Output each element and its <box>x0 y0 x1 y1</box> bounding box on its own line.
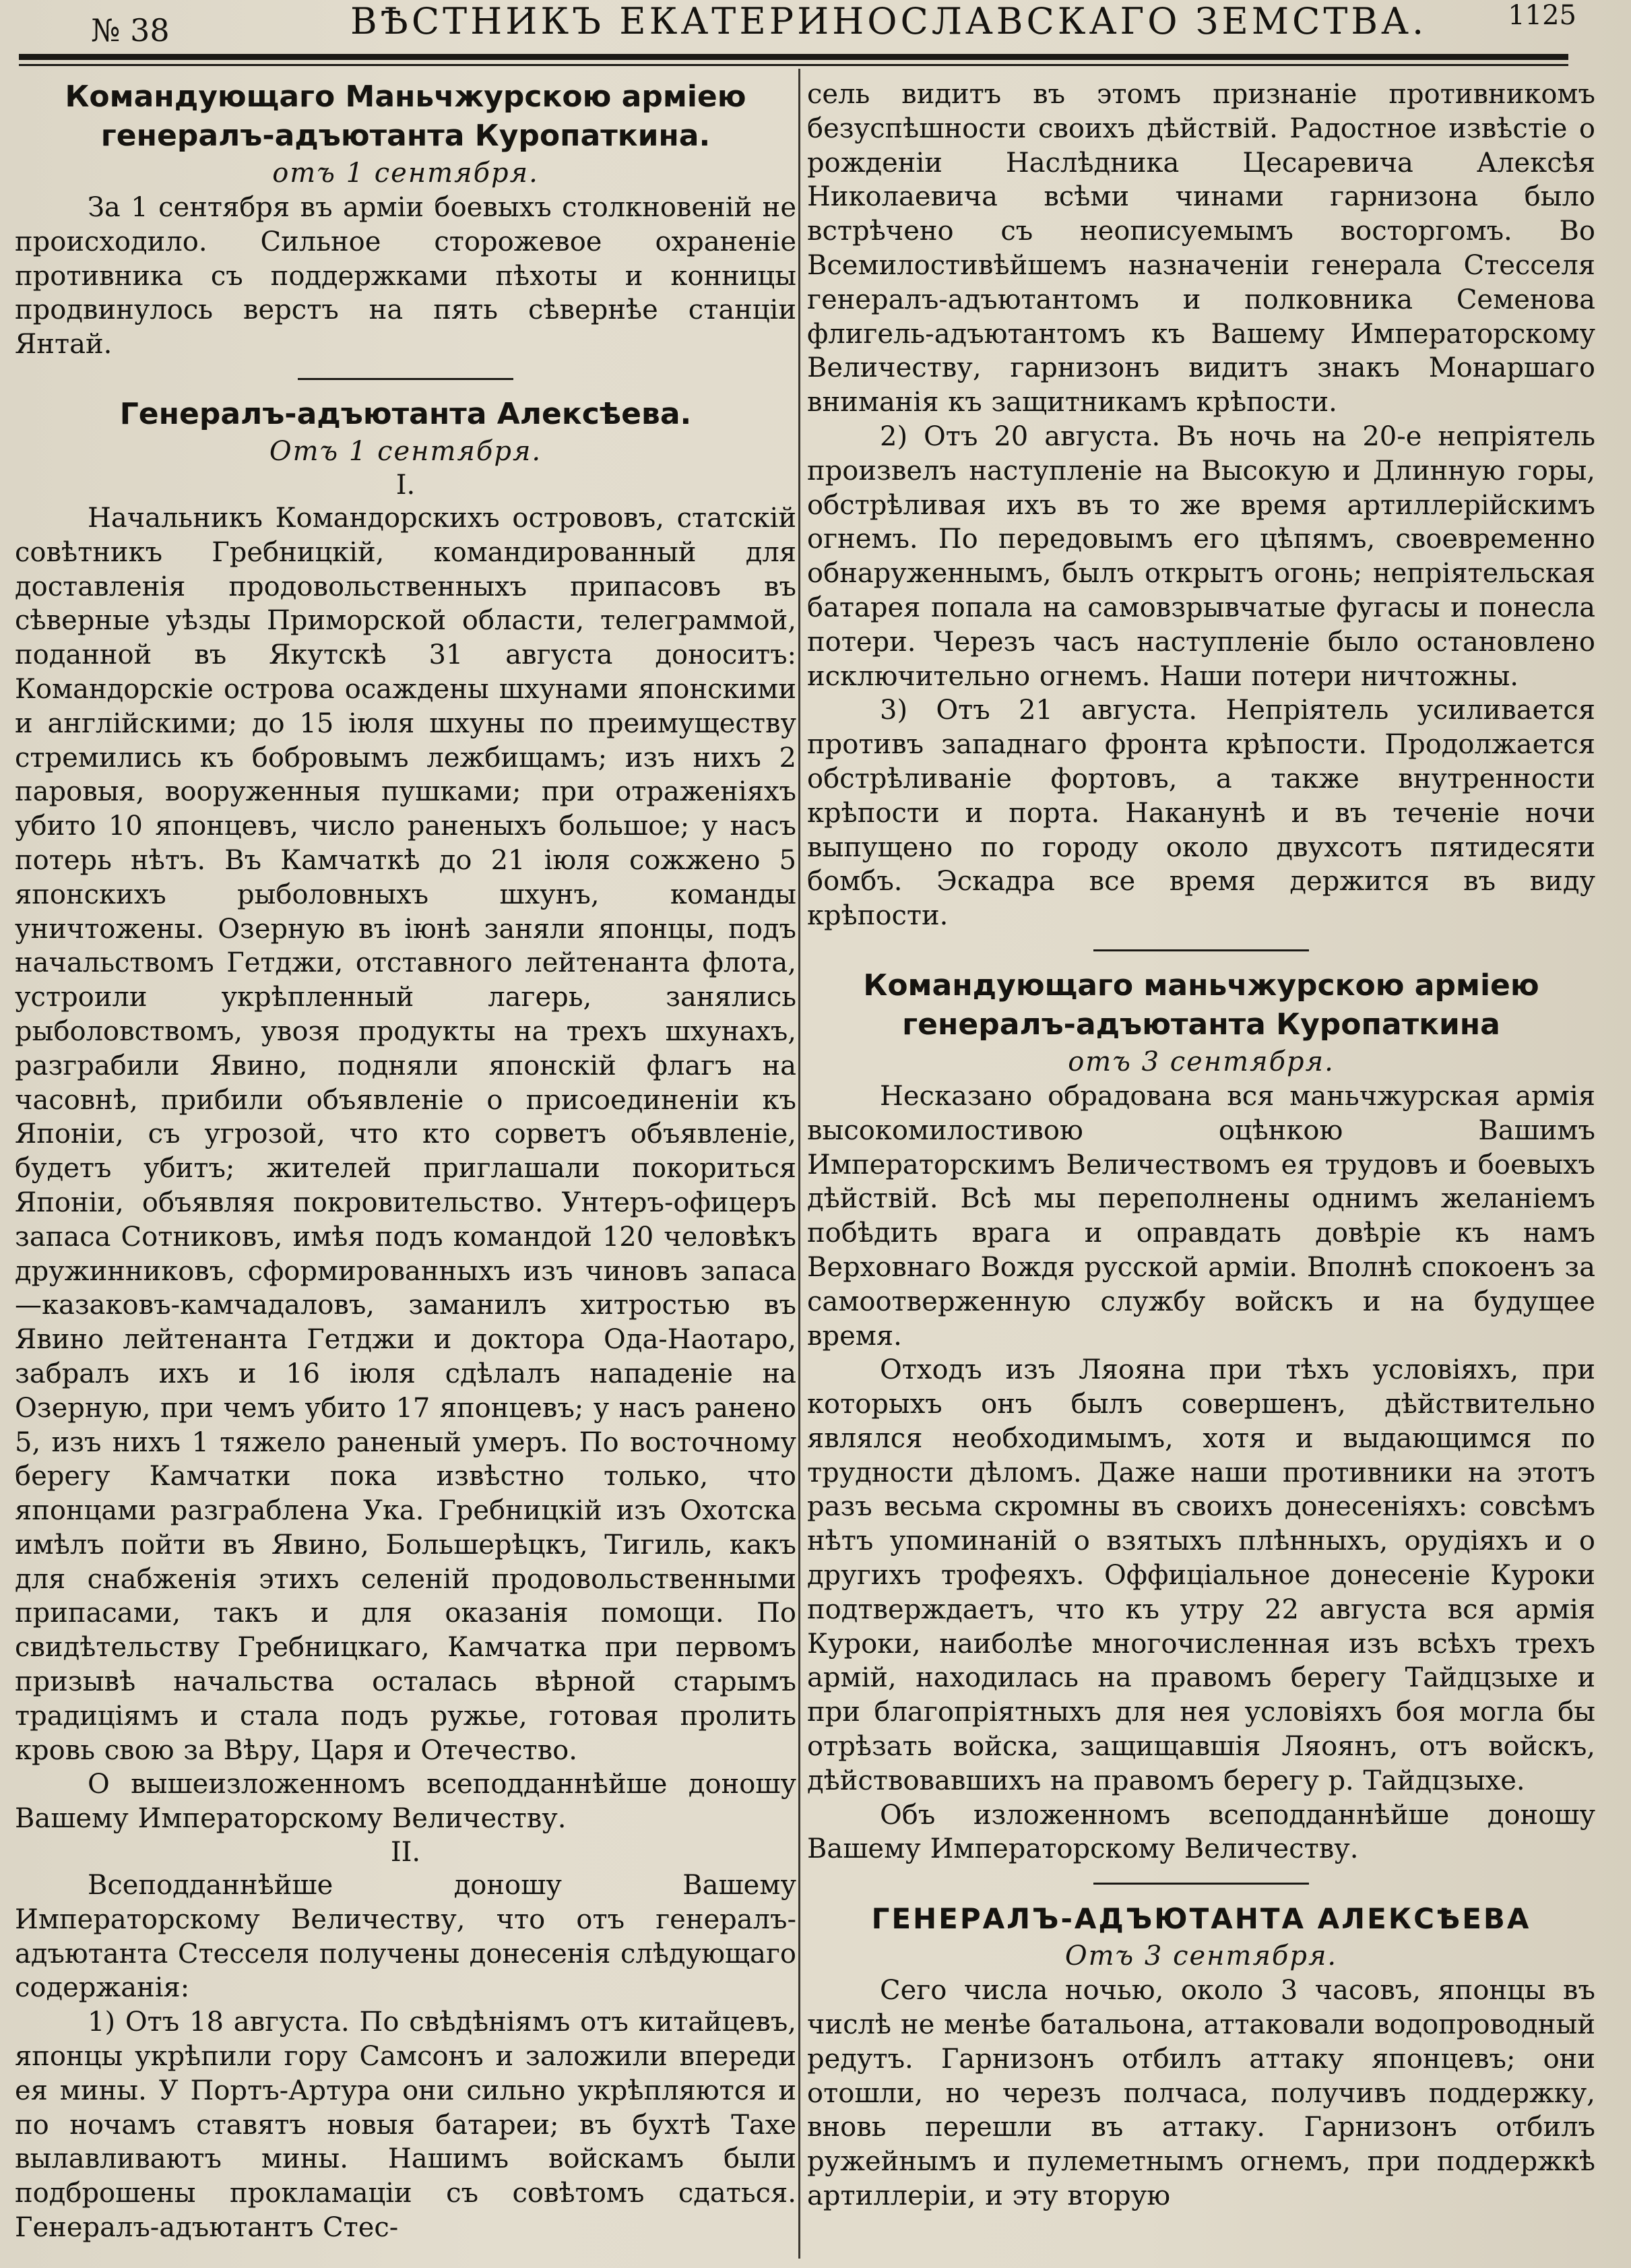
right-column <box>807 77 1595 2213</box>
section-date: Отъ 3 сентября. <box>1064 1941 1338 1972</box>
report-paragraph: 2) Отъ 20 августа. Въ ночь на 20-е непріятель произвелъ наступленіе на Высокую и Длинную горы, обстрѣливая ихъ въ то же время артиллерійскимъ огнемъ. По передовымъ его цѣпямъ, своевременно обнаруженнымъ, былъ открытъ огонь; непріятельская батарея попала на самовзрывчатые фугасы и понесла потери. Черезъ часъ наступленіе было остановлено исключительно огнемъ. Наши потери ничтожны. <box>807 420 1595 692</box>
roman-numeral: I. <box>395 469 416 501</box>
header-rule-thick <box>19 54 1568 60</box>
report-paragraph: 1) Отъ 18 августа. По свѣдѣніямъ отъ китайцевъ, японцы укрѣпили гору Самсонъ и заложили впереди ея мины. У Портъ-Артура они сильно укрѣпляются и по ночамъ ставятъ новыя батареи; въ бухтѣ Тахе вылавливаютъ мины. Нашимъ войскамъ были подброшены прокламаціи съ совѣтомъ сдаться. Генералъ-адъютантъ Стес- <box>15 2007 796 2244</box>
report-paragraph: 3) Отъ 21 августа. Непріятель усиливается противъ западнаго фронта крѣпости. Продолжается обстрѣливаніе фортовъ, а также внутренности крѣпости и порта. Наканунѣ и въ теченіе ночи выпущено по городу около двухсотъ пятидесяти бомбъ. Эскадра все время держится въ виду крѣпости. <box>807 695 1595 932</box>
section-title-kuropatkin-sep1: Командующаго Маньчжурскою арміею генералъ-адъютанта Куропаткина. <box>65 80 746 153</box>
report-paragraph: Объ изложенномъ всеподданнѣйше доношу Вашему Императорскому Величеству. <box>807 1799 1595 1865</box>
section-date: Отъ 1 сентября. <box>269 435 542 467</box>
roman-numeral: II. <box>390 1837 421 1868</box>
section-separator <box>1093 1883 1309 1885</box>
report-paragraph: О вышеизложенномъ всеподданнѣйше доношу Вашему Императорскому Величеству. <box>15 1769 796 1835</box>
report-paragraph: Несказано обрадована вся маньчжурская армія высокомилостивою оцѣнкою Вашимъ Императорскимъ Величествомъ ея трудовъ и боевыхъ дѣйствій. Всѣ мы переполнены однимъ желаніемъ побѣдить врага и оправдать довѣріе къ намъ Верховнаго Вождя русской арміи. Вполнѣ спокоенъ за самоотверженную службу войскъ и на будущее время. <box>807 1080 1595 1352</box>
report-paragraph: Всеподданнѣйше доношу Вашему Императорскому Величеству, что отъ генералъ-адъютанта Стесселя получены донесенія слѣдующаго содержанія: <box>15 1870 796 2004</box>
left-column <box>15 77 796 2245</box>
column-divider <box>798 69 800 2259</box>
report-paragraph: За 1 сентября въ арміи боевыхъ столкновеній не происходило. Сильное сторожевое охраненіе противника съ поддержками пѣхоты и конницы продвинулось верстъ на пять сѣвернѣе станціи Янтай. <box>15 192 796 360</box>
page-number: 1125 <box>1508 0 1576 31</box>
section-title-kuropatkin-sep3: Командующаго маньчжурскою арміею генералъ-адъютанта Куропаткина <box>863 968 1539 1042</box>
report-paragraph: Отходъ изъ Ляояна при тѣхъ условіяхъ, при которыхъ онъ былъ совершенъ, дѣйствительно являлся необходимымъ, хотя и выдающимся по трудности дѣломъ. Даже наши противники на этотъ разъ весьма скромны въ своихъ донесеніяхъ: совсѣмъ нѣтъ упоминаній о взятыхъ плѣнныхъ, орудіяхъ и о другихъ трофеяхъ. Оффиціальное донесеніе Куроки подтверждаетъ, что къ утру 22 августа вся армія Куроки, наиболѣе многочисленная изъ всѣхъ трехъ армій, находилась на правомъ берегу Тайдцзыхе и при благопріятныхъ для нея условіяхъ боя могла бы отрѣзать войска, защищавшія Ляоянъ, отъ войскъ, дѣйствовавшихъ на правомъ берегу р. Тайдцзыхе. <box>807 1354 1595 1796</box>
report-paragraph: Сего числа ночью, около 3 часовъ, японцы въ числѣ не менѣе батальона, аттаковали водопроводный редутъ. Гарнизонъ отбилъ аттаку японцевъ; они отошли, но черезъ полчаса, получивъ поддержку, вновь перешли въ аттаку. Гарнизонъ отбилъ ружейнымъ и пулеметнымъ огнемъ, при поддержкѣ артиллеріи, и эту вторую <box>807 1975 1595 2212</box>
section-title-alekseev-sep3: ГЕНЕРАЛЪ-АДЪЮТАНТА АЛЕКСѢЕВА <box>871 1902 1531 1936</box>
page-header <box>40 0 1576 54</box>
report-paragraph: сель видитъ въ этомъ признаніе противникомъ безуспѣшности своихъ дѣйствій. Радостное извѣстіе о рожденіи Наслѣдника Цесаревича Алексѣя Николаевича всѣми чинами гарнизона было встрѣчено съ неописуемымъ восторгомъ. Во Всемилостивѣйшемъ назначеніи генерала Стесселя генералъ-адъютантомъ и полковника Семенова флигель-адъютантомъ къ Вашему Императорскому Величеству, гарнизонъ видитъ знакъ Монаршаго вниманія къ защитникамъ крѣпости. <box>807 79 1595 418</box>
report-paragraph: Начальникъ Командорскихъ острововъ, статскій совѣтникъ Гребницкій, командированный для доставленія продовольственныхъ припасовъ въ сѣверные уѣзды Приморской области, телеграммой, поданной въ Якутскѣ 31 августа доноситъ: Командорскіе острова осаждены шхунами японскими и англійскими; до 15 іюля шхуны по преимуществу стремились къ бобровымъ лежбищамъ; изъ нихъ 2 паровыя, вооруженныя пушками; при отраженіяхъ убито 10 японцевъ, число раненыхъ большое; у насъ потерь нѣтъ. Въ Камчаткѣ до 21 іюля сожжено 5 японскихъ рыболовныхъ шхунъ, команды уничтожены. Озерную въ іюнѣ заняли японцы, подъ начальствомъ Гетджи, отставного лейтенанта флота, устроили укрѣпленный лагерь, занялись рыболовствомъ, увозя продукты на трехъ шхунахъ, разграбили Явино, подняли японскій флагъ на часовнѣ, прибили объявленіе о присоединеніи къ Японіи, съ угрозой, что кто сорветъ объявленіе, будетъ убитъ; жителей приглашали покориться Японіи, объявляя покровительство. Унтеръ-офицеръ запаса Сотниковъ, имѣя подъ командой 120 человѣкъ дружинниковъ, сформированныхъ изъ чиновъ запаса—казаковъ-камчадаловъ, заманилъ хитростью въ Явино лейтенанта Гетджи и доктора Ода-Наотаро, забралъ ихъ и 16 іюля сдѣлалъ нападеніе на Озерную, при чемъ убито 17 японцевъ; у насъ ранено 5, изъ нихъ 1 тяжело раненый умеръ. По восточному берегу Камчатки пока извѣстно только, что японцами разграблена Ука. Гребницкій изъ Охотска имѣлъ пойти въ Явино, Большерѣцкъ, Тигиль, какъ для снабженія этихъ селеній продовольственными припасами, такъ и для оказанія помощи. По свидѣтельству Гребницкаго, Камчатка при первомъ призывѣ начальства осталась вѣрной старымъ традиціямъ и стала подъ ружье, готовая пролить кровь свою за Вѣру, Царя и Отечество. <box>15 502 796 1766</box>
journal-title: ВѢСТНИКЪ ЕКАТЕРИНОСЛАВСКАГО ЗЕМСТВА. <box>350 0 1428 42</box>
header-rule-thin <box>19 64 1568 66</box>
issue-number: № 38 <box>91 12 170 49</box>
section-separator <box>1093 949 1309 951</box>
section-separator <box>298 378 513 380</box>
section-title-alekseev-sep1: Генералъ-адъютанта Алексѣева. <box>119 396 692 431</box>
section-date: отъ 1 сентября. <box>272 158 539 189</box>
section-date: отъ 3 сентября. <box>1068 1046 1335 1077</box>
